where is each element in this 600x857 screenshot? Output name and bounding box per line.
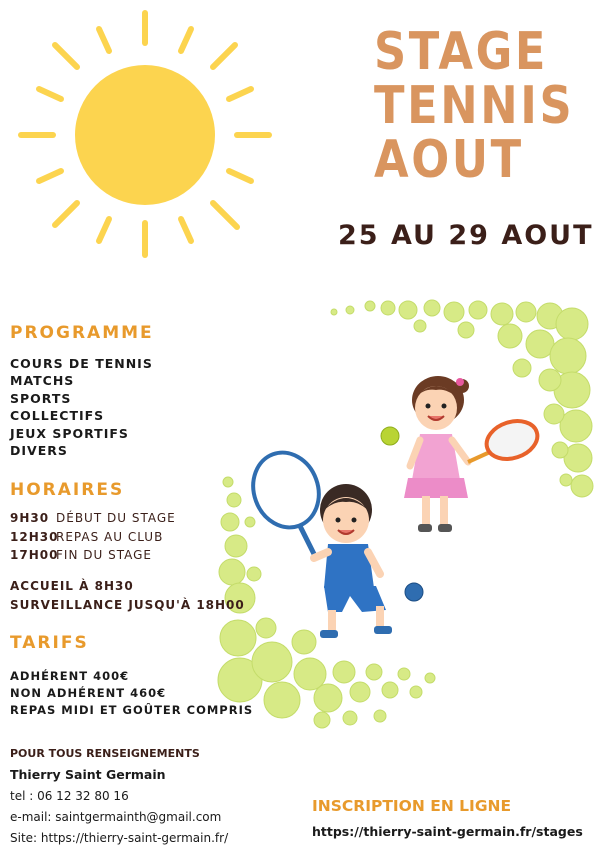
- accueil-item: ACCUEIL À 8H30: [10, 579, 134, 593]
- contact-phone[interactable]: tel : 06 12 32 80 16: [10, 789, 129, 803]
- programme-list: [10, 355, 153, 459]
- tarif-item: REPAS MIDI ET GOÛTER COMPRIS: [10, 703, 254, 717]
- schedule-time: 9H30: [10, 511, 50, 525]
- title-line-tennis: TENNIS: [374, 76, 575, 136]
- list-item: JEUX SPORTIFS: [10, 425, 129, 441]
- inscription-link[interactable]: https://thierry-saint-germain.fr/stages: [312, 824, 583, 839]
- tarif-item: ADHÉRENT 400€: [10, 669, 130, 683]
- contact-site[interactable]: Site: https://thierry-saint-germain.fr/: [10, 831, 229, 845]
- sun-icon: [15, 5, 275, 265]
- title-line-stage: STAGE: [374, 22, 549, 82]
- schedule-row: [10, 546, 176, 565]
- horaires-heading: HORAIRES: [10, 480, 125, 500]
- girl-tennis-player: [381, 376, 542, 532]
- schedule-list: [10, 509, 176, 565]
- contact-name: Thierry Saint Germain: [10, 767, 166, 782]
- contact-heading: POUR TOUS RENSEIGNEMENTS: [10, 747, 200, 760]
- list-item: MATCHS: [10, 373, 75, 389]
- inscription-heading: INSCRIPTION EN LIGNE: [312, 797, 512, 815]
- accueil-list: [10, 577, 245, 615]
- tarif-item: NON ADHÉRENT 460€: [10, 686, 167, 700]
- list-item: DIVERS: [10, 442, 68, 458]
- schedule-label: REPAS AU CLUB: [56, 529, 164, 544]
- list-item: SPORTS: [10, 390, 72, 406]
- schedule-row: [10, 509, 176, 528]
- boy-tennis-player: [243, 443, 423, 638]
- list-item: COURS DE TENNIS: [10, 356, 153, 371]
- contact-email[interactable]: e-mail: saintgermainth@gmail.com: [10, 810, 222, 824]
- schedule-label: FIN DU STAGE: [56, 548, 152, 562]
- tarifs-heading: TARIFS: [10, 633, 89, 653]
- title-line-aout: AOUT: [374, 130, 524, 190]
- accueil-item: SURVEILLANCE JUSQU'À 18H00: [10, 598, 245, 612]
- stage-dates: 25 AU 29 AOUT: [338, 220, 594, 251]
- schedule-label: DÉBUT DU STAGE: [56, 511, 176, 525]
- schedule-row: [10, 528, 176, 547]
- schedule-time: 12H30: [10, 529, 59, 544]
- tarifs-list: [10, 668, 253, 719]
- schedule-time: 17H00: [10, 548, 59, 562]
- programme-heading: PROGRAMME: [10, 323, 154, 343]
- tennis-illustration: [210, 290, 600, 730]
- tennis-balls-cluster: [218, 300, 593, 728]
- list-item: COLLECTIFS: [10, 408, 105, 424]
